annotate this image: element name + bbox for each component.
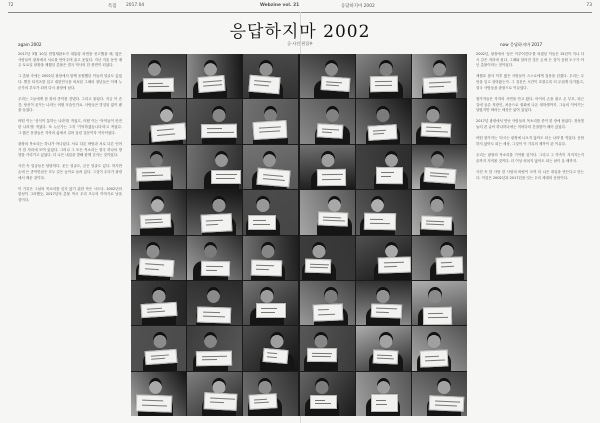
portrait-photo <box>300 326 355 370</box>
left-issue-label: 2017.04 <box>126 3 145 8</box>
body-paragraph: 참가자들은 각자의 사연을 안고 왔다. 아이의 손을 잡고 온 부모, 퇴근길에 들른 직장인, 처음으로 집회에 나온 대학생까지. 그들의 이야기는 달랐지만 바라는 세상은 닮아 있었다. <box>476 96 584 113</box>
portrait-photo <box>412 54 467 98</box>
portrait-photo <box>243 99 298 143</box>
running-head-magazine: Webzine vol. 21 <box>260 3 300 8</box>
portrait-photo <box>243 372 298 416</box>
portrait-photo <box>187 54 242 98</box>
portrait-photo <box>412 99 467 143</box>
right-text-column <box>476 52 584 416</box>
portrait-photo <box>187 190 242 234</box>
running-head-article: 응답하지마 2002 <box>341 4 375 9</box>
portrait-photo <box>412 236 467 280</box>
right-page-number: 73 <box>586 3 592 8</box>
portrait-photo <box>300 190 355 234</box>
portrait-photo <box>356 190 411 234</box>
portrait-photo <box>131 281 186 325</box>
body-paragraph: 세월호 참사 이후 많은 사람들이 스스로에게 질문을 던졌다. 우리는 무엇을 잊고 살아왔는가. 그 질문은 시간이 흐를수록 더 무겁게 다가왔고, 결국 사람들을 광장으로 이끌었다. <box>476 74 584 90</box>
portrait-photo <box>356 54 411 98</box>
portrait-photo <box>412 326 467 370</box>
portrait-photo <box>131 145 186 189</box>
portrait-photo <box>187 281 242 325</box>
portrait-photo <box>356 99 411 143</box>
portrait-photo <box>300 236 355 280</box>
body-paragraph: 사진 속 한 사람 한 사람의 바람이 모여 더 나은 내일을 만든다고 믿는다. 이것은 2002년과 2017년을 잇는 우리 세대의 응답이다. <box>476 169 584 180</box>
portrait-photo <box>187 236 242 280</box>
portrait-photo <box>131 326 186 370</box>
portrait-photo <box>243 281 298 325</box>
portrait-photo <box>300 99 355 143</box>
body-paragraph: 이 기록은 그날의 목소리를 잊지 않기 위한 작은 시도다. 2002년의 함성이 그러했듯, 2017년의 촛불 역시 우리 모두의 이야기로 남을 것이다. <box>18 186 122 203</box>
article-byline: 글·사진 편집부 <box>287 41 313 46</box>
body-paragraph: 그 촛불 속에는 2002년 광장에서 함께 응원했던 이들의 얼굴도 있었다. 빨간 티셔츠를 입고 대한민국을 외치던 그때의 청년들은 이제 누군가의 부모가 되어 다시 광장에 섰다. <box>18 74 122 90</box>
article-title: 응답하지마 2002 <box>229 22 371 42</box>
body-paragraph: 2017년 3월 10일 헌법재판소가 대통령 파면을 선고했을 때, 많은 사람들이 광장에서 서로를 안아주며 울고 웃었다. 지난 겨울 동안 매주 토요일 광장을 채웠던 촛불은 결국 역사의 한 장면이 되었다. <box>18 52 122 68</box>
portrait-photo <box>131 190 186 234</box>
portrait-photo <box>412 372 467 416</box>
body-paragraph: 어떤 참가자는 '다시는 광장에 나오지 않아도 되는 나라'를 적었다. 응답하지 않아도 되는 세상, 그것이 이 기록의 제목이 된 이유다. <box>476 136 584 146</box>
body-paragraph: 우리는 그들에게 한 장의 종이를 건넸다. 그리고 물었다. 지금 이 순간, 당신이 꿈꾸는 나라는 어떤 모습인가요. 사람들은 망설임 없이 펜을 들었다. <box>18 96 122 113</box>
portrait-photo <box>356 281 411 325</box>
left-section-label: 특집 <box>108 4 117 9</box>
portrait-photo <box>412 190 467 234</box>
portrait-photo <box>412 281 467 325</box>
body-paragraph: 광장의 목소리는 하나가 아니었다. 서로 다른 바람과 서로 다른 언어가 한 자리에 모여 있었다. 그러나 그 모든 목소리는 결국 하나의 방향을 가리키고 있었다. 더 나은 내일을 향해 함께 걷자는 것이었다. <box>18 141 122 158</box>
body-paragraph: 우리는 광장의 목소리를 기억할 것이다. 그리고 그 약속이 지켜지는지 끝까지 지켜볼 것이다. 더 이상 외치지 않아도 되는 날이 올 때까지. <box>476 153 584 163</box>
portrait-photo <box>187 372 242 416</box>
body-paragraph: 2017년 광장에서 만난 사람들의 목소리를 종이 한 장에 담았다. 정성껏 눌러 쓴 글씨 하나하나에는 저마다의 간절함이 배어 있었다. <box>476 119 584 130</box>
portrait-photo <box>300 281 355 325</box>
portrait-photo <box>131 236 186 280</box>
page-header <box>8 3 592 11</box>
portrait-photo <box>300 145 355 189</box>
portrait-photo <box>356 145 411 189</box>
portrait-photo <box>131 54 186 98</box>
portrait-photo <box>243 190 298 234</box>
portrait-photo <box>243 326 298 370</box>
portrait-photo-grid <box>131 54 467 416</box>
portrait-photo <box>243 145 298 189</box>
portrait-photo <box>131 99 186 143</box>
portrait-photo <box>300 54 355 98</box>
portrait-photo <box>243 236 298 280</box>
portrait-photo <box>356 236 411 280</box>
left-column-tag: again 2002 <box>18 42 42 47</box>
portrait-photo <box>356 326 411 370</box>
portrait-photo <box>187 99 242 143</box>
left-page-number: 72 <box>8 3 14 8</box>
body-paragraph: 사진 속 얼굴들은 담담하다. 웃는 얼굴도, 굳은 얼굴도 있다. 하지만 손에 든 종이만큼은 모두 같은 높이로 들려 있다. 그것이 우리가 광장에서 배운 것이다. <box>18 164 122 180</box>
portrait-photo <box>300 372 355 416</box>
portrait-photo <box>187 326 242 370</box>
portrait-photo <box>131 372 186 416</box>
right-column-tag: now 응답하지마 2017 <box>500 42 543 47</box>
body-paragraph: 2002년, 광장에서 '꿈은 이루어진다'를 외쳤던 이들은 15년이 지나 다시 같은 자리에 섰다. 그때와 달라진 것은 손에 든 것이 응원 도구가 아닌 촛불이라는 점이었다. <box>476 52 584 68</box>
left-text-column <box>18 52 122 416</box>
body-paragraph: 어떤 이는 '상식이 통하는 나라'를 적었고, 어떤 이는 '아이들이 안전한 나라'를 적었다. 또 누군가는 그저 '기억하겠습니다'라고 적었다. 그 짧은 문장들은 각자의 삶에서 길어 올린 질문이자 약속이었다. <box>18 119 122 135</box>
portrait-photo <box>412 145 467 189</box>
portrait-photo <box>243 54 298 98</box>
portrait-photo <box>356 372 411 416</box>
portrait-photo <box>187 145 242 189</box>
